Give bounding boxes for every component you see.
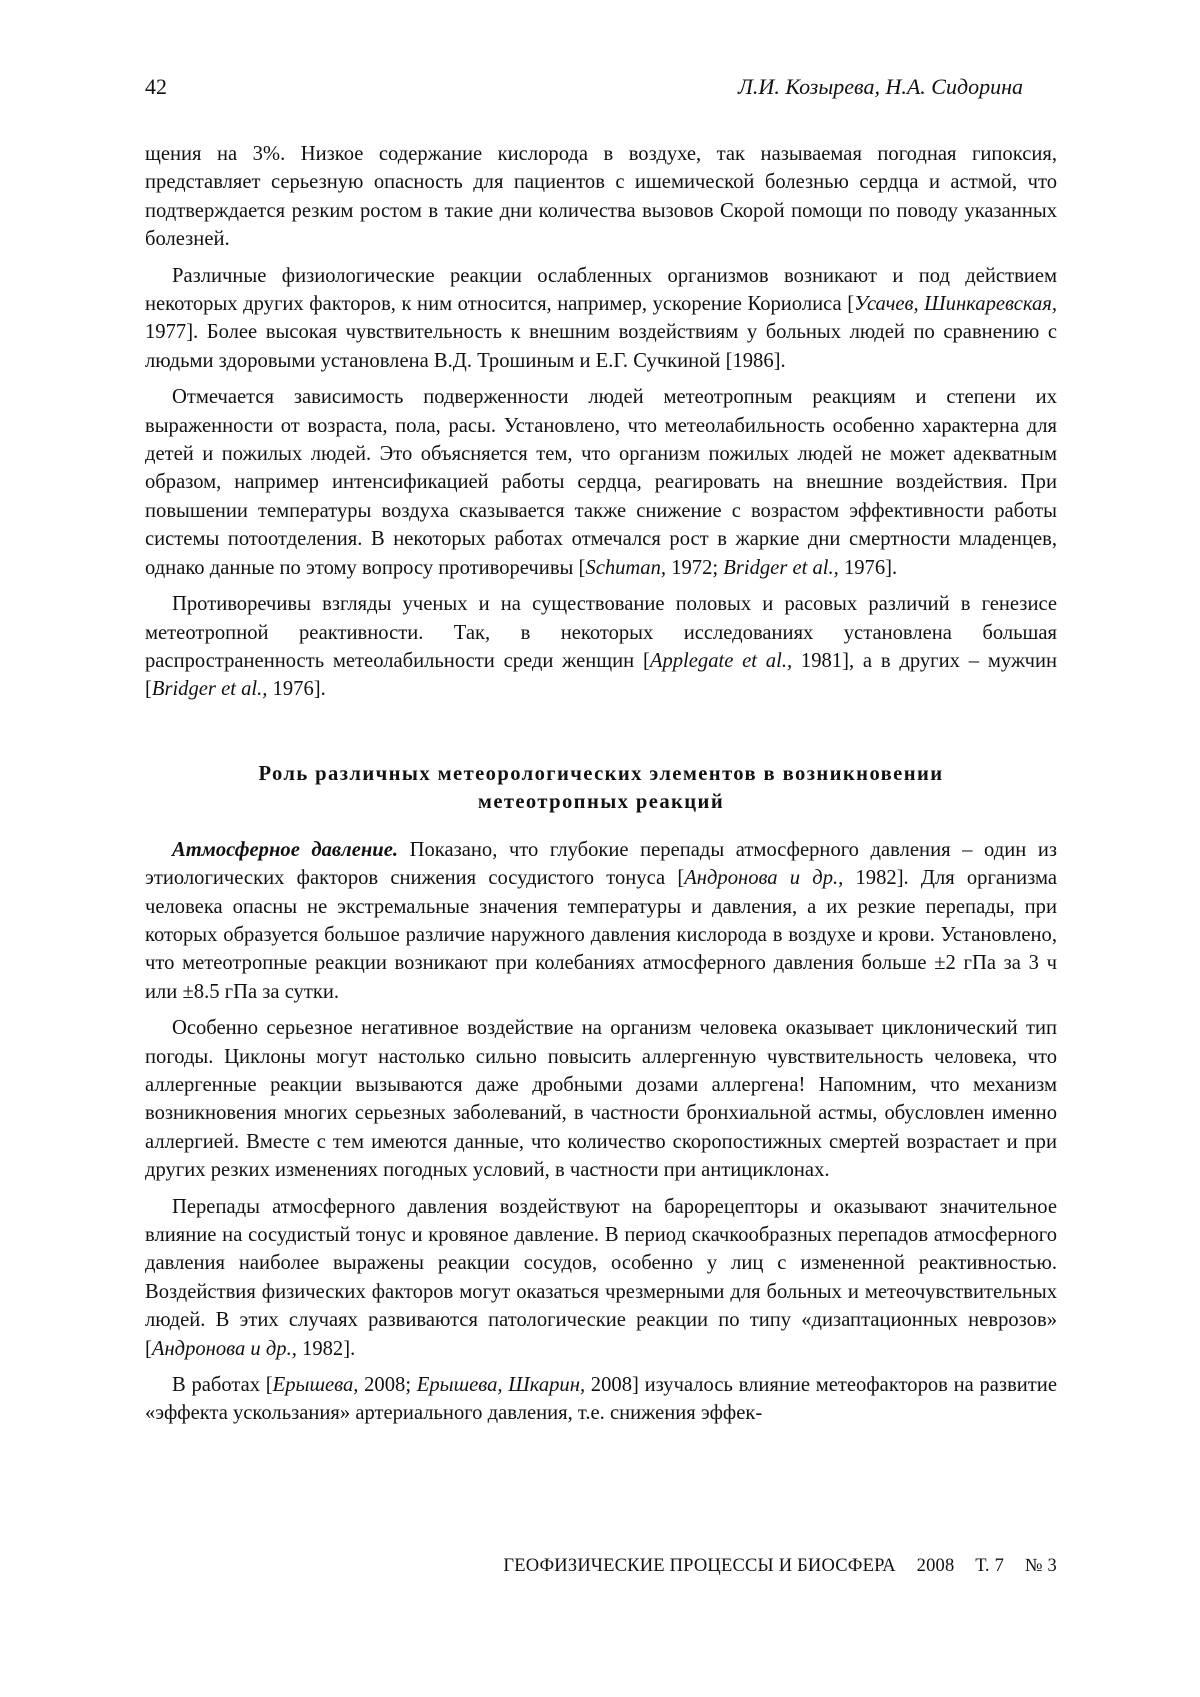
paragraph-text: 2008; (358, 1374, 417, 1397)
paragraph-text: 1972; (666, 556, 724, 579)
paragraph (145, 590, 1057, 704)
citation-authors: Bridger et al., (151, 678, 268, 701)
page-number: 42 (145, 74, 167, 99)
citation-authors: Applegate et al., (649, 649, 793, 672)
footer-volume: Т. 7 (975, 1556, 1005, 1576)
paragraph (145, 1371, 1057, 1428)
header-authors: Л.И. Козырева, Н.А. Сидорина (738, 74, 1023, 99)
citation-authors: Schuman, (585, 556, 667, 579)
journal-footer (503, 1556, 1057, 1577)
paragraphs-before-heading (145, 140, 1057, 704)
paragraph-text: Перепады атмосферного давления воздействуют на барорецепторы и оказывают значительное влияние на сосудистый тонус и кровяное давление. В период скачкообразных перепадов атмосферного давления наиболее выражены реакции сосудов, особенно у лиц с измененной реактивностью. Воздействия физических факторов могут оказаться чрезмерными для больных и метеочувствительных людей. В этих случаях развиваются патологические реакции по типу «дизаптационных неврозов» [ (145, 1195, 1057, 1360)
paragraph-text: 1977]. Более высокая чувствительность к внешним воздействиям у больных людей по сравнению с людьми здоровыми установлена В.Д. Трошиным и Е.Г. Сучкиной [1986]. (145, 321, 1057, 372)
paragraph-text: 1982]. Для организма человека опасны не экстремальные значения температуры и давления, а их резкие перепады, при которых образуется большое различие наружного давления кислорода в воздухе и крови. Установлено, что метеотропные реакции возникают при колебаниях атмосферного давления больше ±2 гПа за 3 ч или ±8.5 гПа за сутки. (145, 867, 1057, 1003)
paragraph (145, 383, 1057, 582)
paragraphs-after-heading (145, 836, 1057, 1428)
footer-issue: № 3 (1024, 1556, 1057, 1576)
paragraph-text: В работах [ (172, 1374, 273, 1397)
section-heading-line-1: Роль различных метеорологических элементов в возникновении (258, 762, 944, 785)
paragraph (145, 262, 1057, 376)
paragraph (145, 1014, 1057, 1184)
footer-journal-name: ГЕОФИЗИЧЕСКИЕ ПРОЦЕССЫ И БИОСФЕРА (503, 1556, 896, 1576)
citation-authors: Андронова и др., (684, 867, 844, 890)
paragraph-text: Особенно серьезное негативное воздействие на организм человека оказывает циклонический тип погоды. Циклоны могут настолько сильно повысить аллергенную чувствительность человека, что аллергенные реакции вызываются даже дробными дозами аллергена! Напомним, что механизм возникновения многих серьезных заболеваний, в частности бронхиальной астмы, обусловлен именно аллергией. Вместе с тем имеются данные, что количество скоропостижных смертей возрастает и при других резких изменениях погодных условий, в частности при антициклонах. (145, 1017, 1057, 1182)
footer-year: 2008 (916, 1556, 955, 1576)
citation-authors: Усачев, Шинкаревская, (854, 293, 1057, 316)
paragraph-text: 1981], а в других – мужчин [ (145, 649, 1057, 701)
paragraph-text: Отмечается зависимость подверженности людей метеотропным реакциям и степени их выраженности от возраста, пола, расы. Установлено, что метеолабильность особенно характерна для детей и пожилых людей. Это объясняется тем, что организм пожилых людей не может адекватным образом, например интенсификацией работы сердца, реагировать на внешние воздействия. При повышении температуры воздуха сказывается также снижение с возрастом эффективности работы системы потоотделения. В некоторых работах отмечался рост в жаркие дни смертности младенцев, однако данные по этому вопросу противоречивы [ (145, 386, 1057, 579)
citation-authors: Bridger et al., (723, 556, 839, 579)
article-body (145, 140, 1057, 1436)
section-heading-line-2: метеотропных реакций (477, 790, 725, 813)
paragraph-text: щения на 3%. Низкое содержание кислорода в воздухе, так называемая погодная гипоксия, представляет серьезную опасность для пациентов с ишемической болезнью сердца и астмой, что подтверждается резким ростом в такие дни количества вызовов Скорой помощи по поводу указанных болезней. (145, 143, 1057, 251)
paragraph-text: Противоречивы взгляды ученых и на существование половых и расовых различий в генезисе метеотропной реактивности. Так, в некоторых исследованиях установлена большая распространенность метеолабильности среди женщин [ (145, 593, 1057, 672)
journal-page (145, 0, 1057, 1697)
citation-authors: Ерышева, (272, 1374, 359, 1397)
paragraph (145, 140, 1057, 254)
citation-authors: Ерышева, Шкарин, (416, 1374, 586, 1397)
citation-authors: Андронова и др., (151, 1337, 297, 1360)
paragraph-text: 1976]. (267, 678, 326, 701)
paragraph (145, 836, 1057, 1006)
paragraph-text: 2008] изучалось влияние метеофакторов на развитие «эффекта ускользания» артериального давления, т.е. снижения эффек- (145, 1374, 1057, 1425)
section-heading (185, 760, 1017, 816)
paragraph-text: 1982]. (296, 1337, 356, 1360)
paragraph-text: Показано, что глубокие перепады атмосферного давления – один из этиологических факторов снижения сосудистого тонуса [ (145, 838, 1057, 890)
paragraph-text: 1976]. (838, 556, 898, 579)
paragraph-text: Различные физиологические реакции ослабленных организмов возникают и под действием некоторых других факторов, к ним относится, например, ускорение Кориолиса [ (145, 264, 1057, 316)
paragraph (145, 1193, 1057, 1363)
paragraph-lead: Атмосферное давление. (172, 838, 399, 861)
